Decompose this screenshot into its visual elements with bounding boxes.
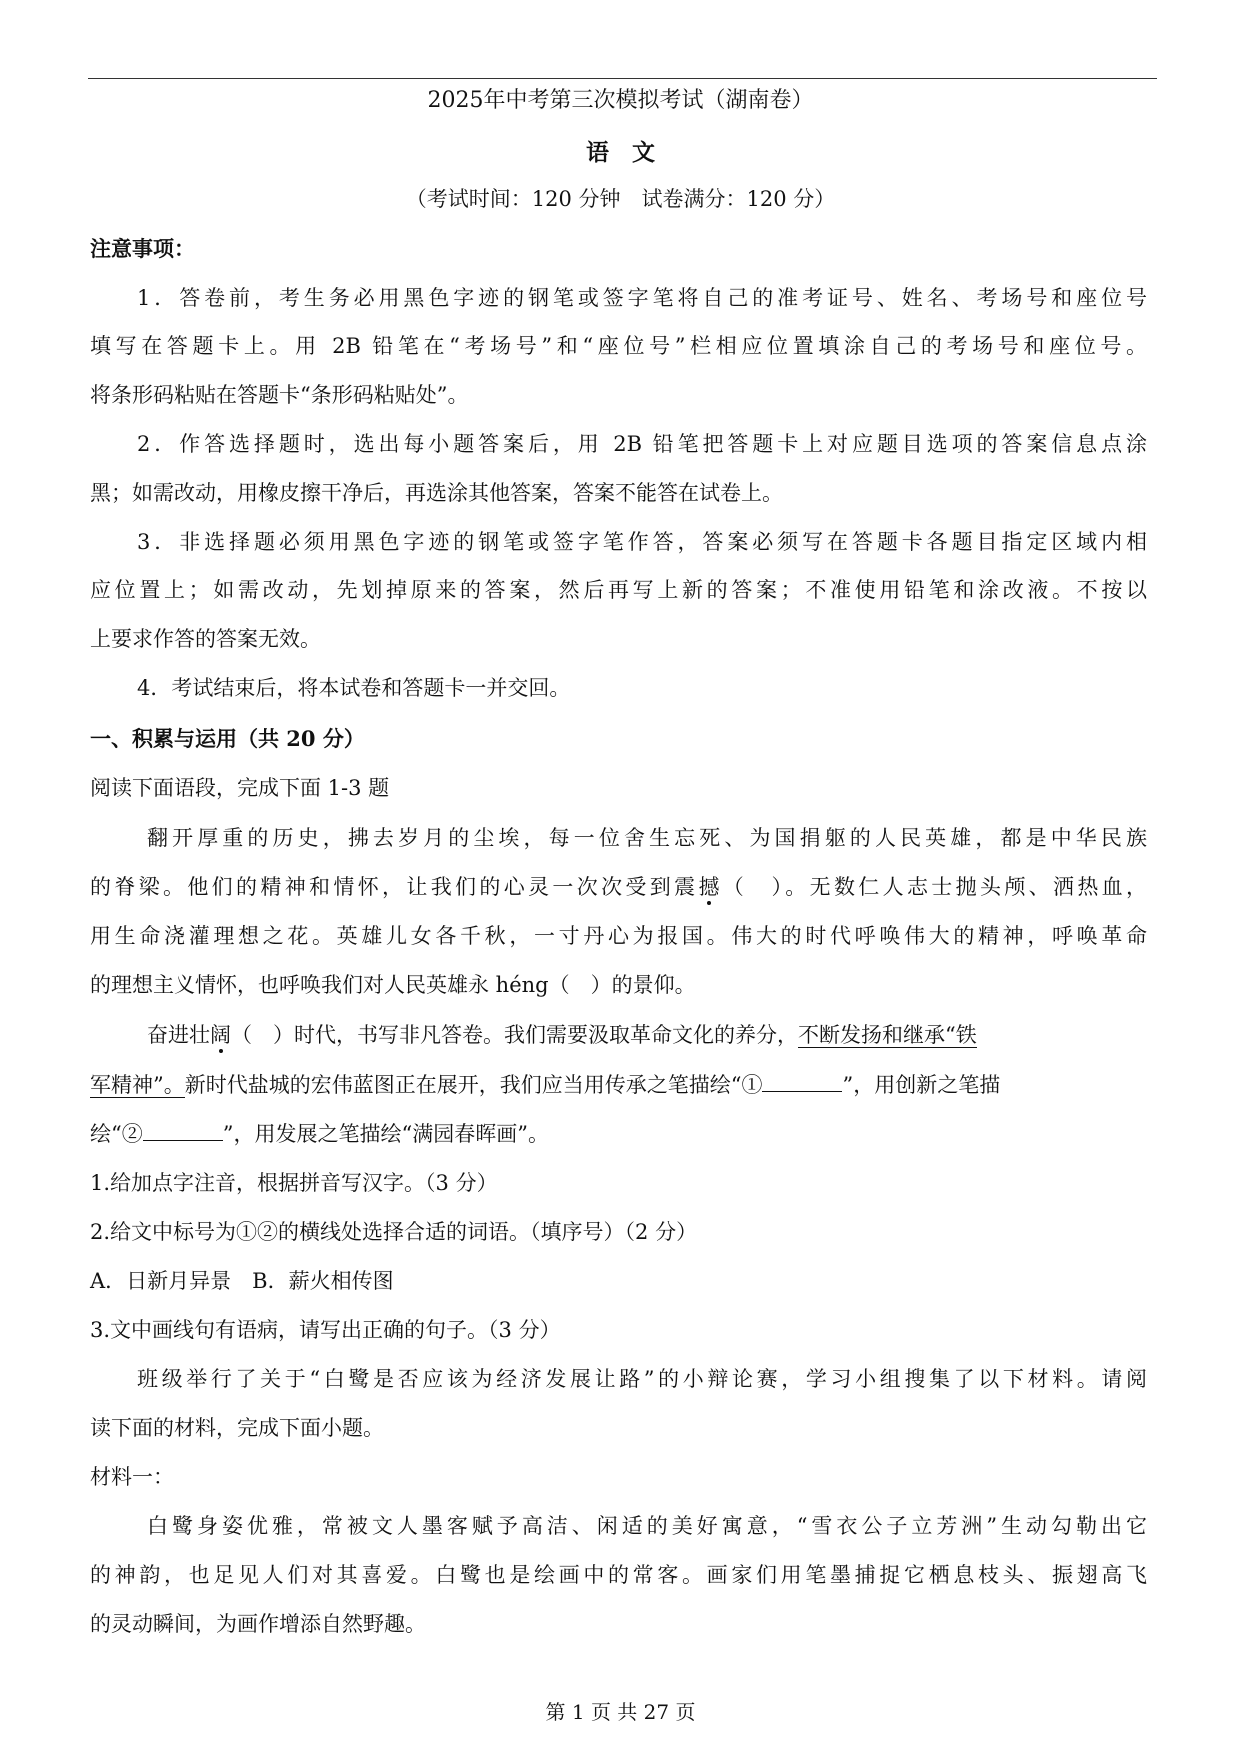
question-3: 3.文中画线句有语病，请写出正确的句子。（3 分） [90, 1318, 561, 1342]
debate-line: 班级举行了关于“白鹭是否应该为经济发展让路”的小辩论赛，学习小组搜集了以下材料。请阅 [137, 1367, 1147, 1391]
passage-line: 的理想主义情怀，也呼唤我们对人民英雄永 héng（ ）的景仰。 [90, 973, 696, 997]
passage-line: 绘“② ”，用发展之笔描绘“满园春晖画”。 [90, 1122, 549, 1146]
question-1: 1.给加点字注音，根据拼音写汉字。（3 分） [90, 1171, 498, 1195]
notice-line: 4．考试结束后，将本试卷和答题卡一并交回。 [137, 676, 571, 700]
notice-line: 1．答卷前，考生务必用黑色字迹的钢笔或签字笔将自己的准考证号、姓名、考场号和座位号 [137, 286, 1147, 310]
notice-line: 将条形码粘贴在答题卡“条形码粘贴处”。 [90, 383, 469, 407]
debate-line: 读下面的材料，完成下面小题。 [90, 1416, 384, 1440]
blank-1 [762, 1071, 842, 1092]
dotted-char: 撼 [698, 872, 719, 902]
reading-intro: 阅读下面语段，完成下面 1-3 题 [90, 776, 390, 800]
section-heading: 一、积累与运用（共 20 分） [90, 726, 365, 751]
notice-line: 3．非选择题必须用黑色字迹的钢笔或签字笔作答，答案必须写在答题卡各题目指定区域内相 [137, 530, 1147, 554]
blank-2 [143, 1120, 223, 1141]
underlined-sentence: 军精神”。 [90, 1073, 185, 1097]
material-line: 的灵动瞬间，为画作增添自然野趣。 [90, 1612, 426, 1636]
material-label: 材料一： [90, 1465, 174, 1489]
dotted-char: 阔 [210, 1020, 231, 1050]
exam-info: （考试时间：120 分钟 试卷满分：120 分） [405, 187, 836, 211]
material-line: 的神韵，也足见人们对其喜爱。白鹭也是绘画中的常客。画家们用笔墨捕捉它栖息枝头、振翅高飞 [90, 1563, 1147, 1587]
notice-line: 2．作答选择题时，选出每小题答案后，用 2B 铅笔把答题卡上对应题目选项的答案信息点涂 [137, 432, 1147, 456]
passage-line: 用生命浇灌理想之花。英雄儿女各千秋，一寸丹心为报国。伟大的时代呼唤伟大的精神，呼唤革命 [90, 924, 1147, 948]
header-rule [88, 78, 1157, 79]
notice-line: 填写在答题卡上。用 2B 铅笔在“考场号”和“座位号”栏相应位置填涂自己的考场号和座位号。 [90, 334, 1147, 358]
page-number: 第 1 页 共 27 页 [545, 1700, 696, 1724]
passage-line: 的脊梁。他们的精神和情怀，让我们的心灵一次次受到震撼（ ）。无数仁人志士抛头颅、洒热血， [90, 872, 1147, 902]
question-2-options: A．日新月异景 B．薪火相传图 [90, 1269, 394, 1293]
notice-line: 黑；如需改动，用橡皮擦干净后，再选涂其他答案，答案不能答在试卷上。 [90, 481, 783, 505]
notice-heading: 注意事项： [90, 236, 195, 261]
notice-line: 上要求作答的答案无效。 [90, 627, 321, 651]
subject-title: 语 文 [586, 139, 655, 166]
passage-line: 翻开厚重的历史，拂去岁月的尘埃，每一位舍生忘死、为国捐躯的人民英雄，都是中华民族 [147, 826, 1147, 850]
exam-title: 2025年中考第三次模拟考试（湖南卷） [427, 88, 814, 113]
material-line: 白鹭身姿优雅，常被文人墨客赋予高洁、闲适的美好寓意，“雪衣公子立芳洲”生动勾勒出它 [147, 1514, 1147, 1538]
passage-line: 奋进壮阔（ ）时代，书写非凡答卷。我们需要汲取革命文化的养分，不断发扬和继承“铁 [147, 1020, 977, 1050]
passage-line: 军精神”。新时代盐城的宏伟蓝图正在展开，我们应当用传承之笔描绘“① ”，用创新之笔描 [90, 1073, 1001, 1097]
notice-line: 应位置上；如需改动，先划掉原来的答案，然后再写上新的答案；不准使用铅笔和涂改液。不按以 [90, 578, 1147, 602]
underlined-sentence: 不断发扬和继承“铁 [798, 1023, 977, 1047]
question-2: 2.给文中标号为①②的横线处选择合适的词语。（填序号）（2 分） [90, 1220, 698, 1244]
